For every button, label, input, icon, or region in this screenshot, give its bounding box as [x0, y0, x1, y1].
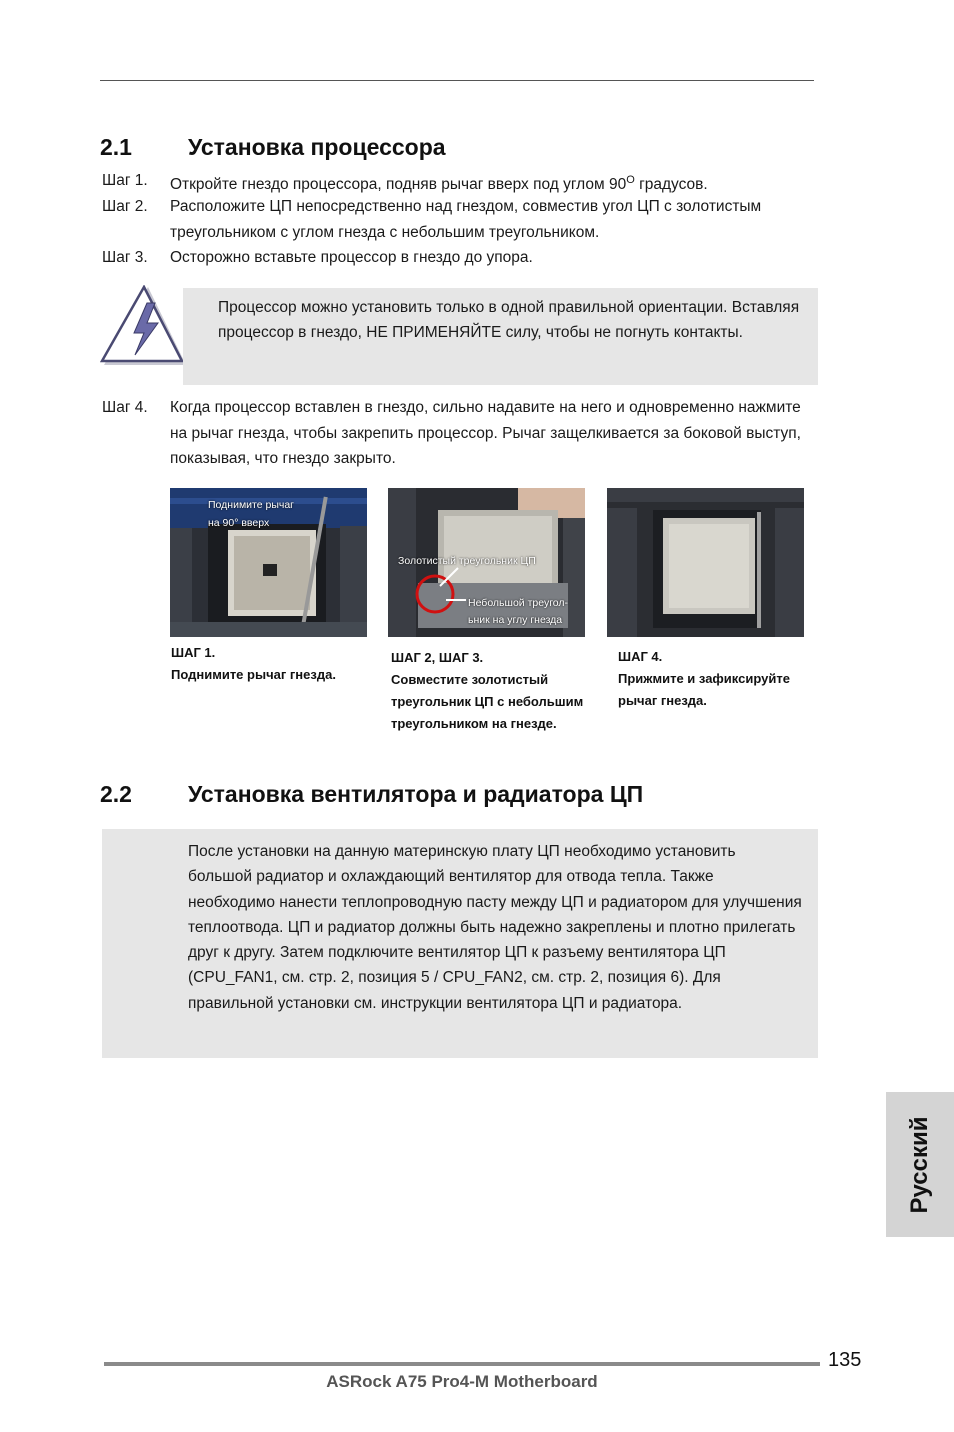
section-2-title: Установка вентилятора и радиатора ЦП — [188, 781, 644, 807]
warning-note — [183, 288, 818, 385]
section-2-heading — [100, 781, 643, 808]
section-1-heading — [100, 134, 446, 161]
caption-1-text: Поднимите рычаг гнезда. — [171, 667, 336, 682]
photo-step-2 — [388, 488, 585, 637]
section-2-number: 2.2 — [100, 781, 132, 807]
caption-3-text: Прижмите и зафиксируйте рычаг гнезда. — [618, 671, 790, 708]
top-rule — [100, 80, 814, 81]
step-2-label: Шаг 2. — [102, 198, 148, 215]
section-2-box — [102, 829, 818, 1058]
step-2-text: Расположите ЦП непосредственно над гнездом, совместив угол ЦП с золотистым треугольником с углом гнезда с небольшим треугольником. — [170, 198, 762, 241]
warning-text: Процессор можно установить только в одной правильной ориентации. Вставляя процессор в гнездо, НЕ ПРИМЕНЯЙТЕ силу, чтобы не погнуть контакты. — [218, 299, 800, 341]
page-number: 135 — [828, 1349, 862, 1371]
section-1-title: Установка процессора — [188, 134, 446, 160]
step-4-label: Шаг 4. — [102, 399, 148, 416]
photo-step-4 — [607, 488, 804, 637]
bottom-rule — [104, 1362, 820, 1366]
step-1-label: Шаг 1. — [102, 172, 148, 189]
photo-1-label-1: Поднимите рычаг — [208, 499, 295, 511]
photo-step-1 — [170, 488, 367, 637]
degree-superscript: O — [626, 174, 635, 186]
caption-1-title: ШАГ 1. — [171, 645, 216, 660]
caption-step-4 — [618, 646, 818, 712]
section-2-text: После установки на данную материнскую плату ЦП необходимо установить большой радиатор и охлаждающий вентилятор для отвода тепла. Также необходимо нанести теплопроводную пасту между ЦП и радиатором для улучшения теплоотвода. ЦП и радиатор должны быть надежно закреплены и плотно прилегать друг к другу. Затем подключите вентилятор ЦП к разъему вентилятора ЦП (CPU_FAN1, см. стр. 2, позиция 5 / CPU_FAN2, см. стр. 2, позиция 6). Для правильной установки см. инструкции вентилятора ЦП и радиатора. — [188, 843, 802, 1012]
caption-3-title: ШАГ 4. — [618, 649, 663, 664]
language-side-tab — [886, 1092, 954, 1237]
step-3-label: Шаг 3. — [102, 249, 148, 266]
caption-step-2-3 — [391, 647, 611, 735]
photo-1-label-2: на 90° вверх — [208, 517, 270, 529]
photo-2-label-small-triangle-1: Небольшой треугол- — [468, 597, 569, 609]
caption-2-text: Совместите золотистый треугольник ЦП с небольшим треугольником на гнезде. — [391, 672, 584, 731]
photo-2-label-small-triangle-2: ьник на углу гнезда — [468, 614, 563, 626]
step-3-text: Осторожно вставьте процессор в гнездо до упора. — [170, 249, 533, 266]
step-1-text: Откройте гнездо процессора, подняв рычаг вверх под углом $90^O$ градусов. — [170, 174, 708, 194]
cpu-locked-image — [607, 488, 804, 637]
photo-2-label-gold-triangle: Золотистый треугольник ЦП — [398, 555, 536, 567]
language-label: Русский — [906, 1116, 933, 1213]
step-4-text: Когда процессор вставлен в гнездо, сильно надавите на него и одновременно нажмите на рычаг гнезда, чтобы закрепить процессор. Рычаг защелкивается за боковой выступ, показывая, что гнездо закрыто. — [170, 399, 801, 467]
warning-triangle-icon — [100, 285, 188, 369]
footer-title: ASRock A75 Pro4-M Motherboard — [326, 1372, 598, 1391]
caption-2-title: ШАГ 2, ШАГ 3. — [391, 650, 484, 665]
section-1-number: 2.1 — [100, 134, 132, 160]
caption-step-1 — [171, 642, 371, 686]
